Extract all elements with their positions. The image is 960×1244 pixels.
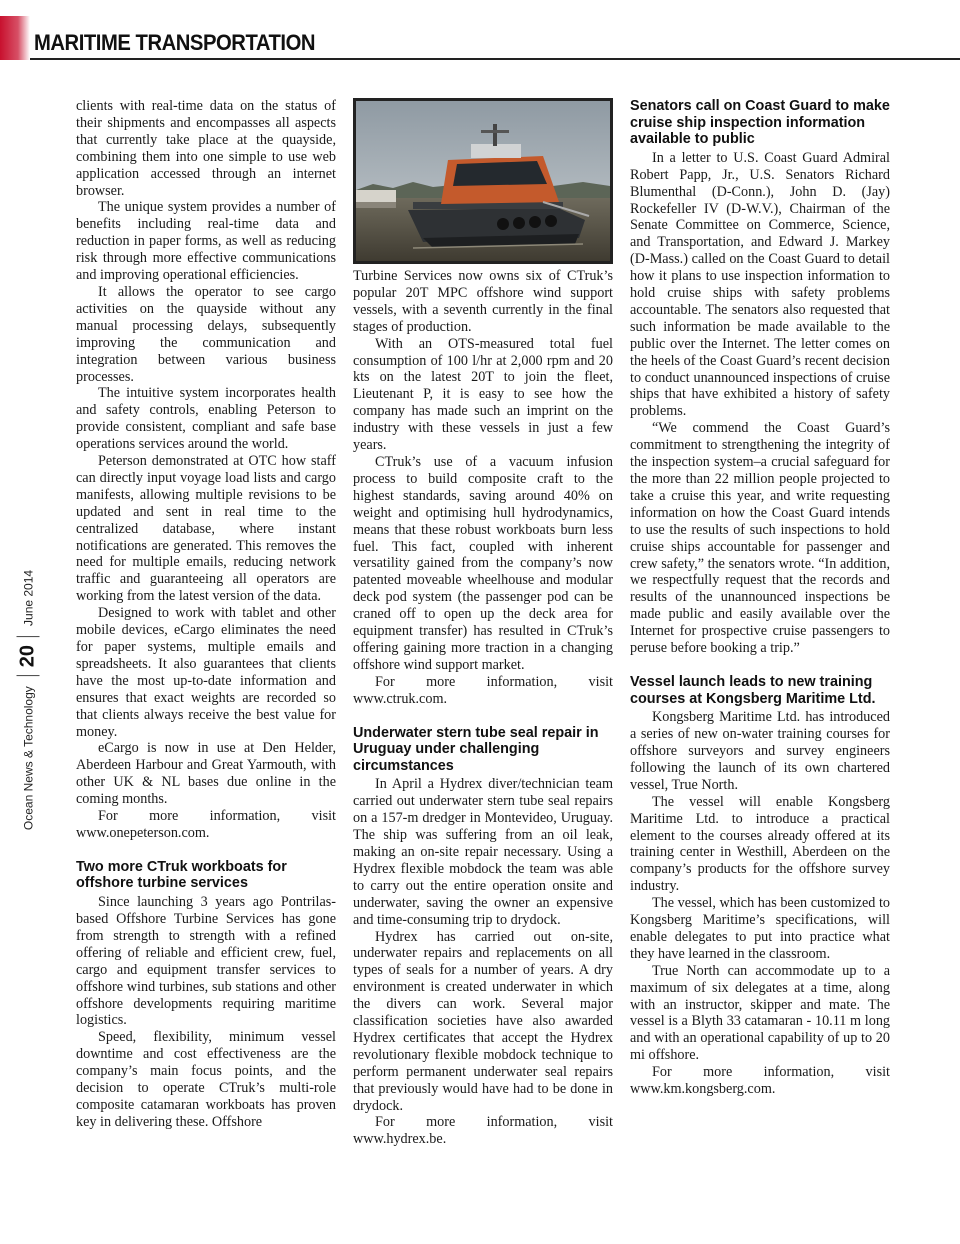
body-paragraph: The unique system provides a number of benefits including real-time data and reduction in paper forms, as well as reducing risk through more effective communications and improving operational efficiencies.: [76, 199, 336, 284]
article-headline-hydrex: Underwater stern tube seal repair in Uruguay under challenging circumstances: [353, 724, 599, 774]
body-paragraph: “We commend the Coast Guard’s commitment to strengthening the integrity of the inspection system–a crucial safeguard for the more than 22 million people projected to take a cruise this year, and write requesting information on how the Coast Guard intends to use the results of such inspections to hold cruise ships accountable for passenger and crew safety,” the senators wrote. “In addition, we respectfully request that the records and results of the unannounced inspections be made public and easily available over the Internet for prospective cruise passengers to peruse before booking a trip.”: [630, 420, 890, 657]
body-paragraph: In April a Hydrex diver/technician team carried out underwater stern tube seal repairs on a 157-m dredger in Montevideo, Uruguay. The ship was suffering from an oil leak, making an on-site repair necessary. Using a Hydrex flexible mobdock the team was able to carry out the entire operation onsite and underwater, saving the owner an expensive and time-consuming trip to drydock.: [353, 776, 613, 928]
more-info-line: For more information, visit www.km.kongsberg.com.: [630, 1064, 890, 1098]
body-paragraph: Peterson demonstrated at OTC how staff can directly input voyage load lists and cargo manifests, allowing multiple revisions to be updated and sent in real time to the centralized database, where instant notifications are generated. This removes the need for multiple emails, reducing network traffic and guaranteeing all operators are working from the latest version of the data.: [76, 453, 336, 605]
page-number: 20: [17, 636, 40, 676]
body-paragraph: eCargo is now in use at Den Helder, Aberdeen Harbour and Great Yarmouth, with other UK & NL bases due online in the coming months.: [76, 740, 336, 808]
more-info-line: For more information, visit www.onepeterson.com.: [76, 808, 336, 841]
article-headline-senators: Senators call on Coast Guard to make cruise ship inspection information available to public: [630, 98, 890, 148]
column-2: [353, 98, 613, 1148]
body-paragraph: Designed to work with tablet and other mobile devices, eCargo eliminates the need for paper systems, multiple emails and spreadsheets. It also guarantees that clients have the most up-to-date information and ensures that exact weights are recorded so that clients always receive the best value for money.: [76, 605, 336, 740]
body-paragraph: The vessel will enable Kongsberg Maritime Ltd. to introduce a practical element to the courses already offered at its training center in Westhill, Aberdeen on the company’s products for the offshore survey industry.: [630, 793, 890, 895]
workboat-photo: [353, 98, 613, 264]
more-info-line: For more information, visit www.hydrex.be.: [353, 1114, 613, 1148]
body-paragraph: clients with real-time data on the status of their shipments and encompasses all aspects that currently take place at the quayside, combining them into one simple to use web application accessed through an internet browser.: [76, 98, 336, 199]
header-accent-bar: [0, 16, 30, 60]
body-paragraph: Since launching 3 years ago Pontrilas-based Offshore Turbine Services has gone from strength to strength with a refined offering of reliable and efficient crew, fuel, cargo and equipment transfer services to offshore wind turbines, sub stations and other offshore developments requiring maritime logistics.: [76, 894, 336, 1029]
article-headline-ctruk: Two more CTruk workboats for offshore turbine services: [76, 858, 287, 892]
column-3: [630, 98, 890, 1098]
body-paragraph: The intuitive system incorporates health and safety controls, enabling Peterson to provide consistent, compliant and safe base operations services around the world.: [76, 385, 336, 453]
body-paragraph: Hydrex has carried out on-site, underwater repairs and replacements on all types of seals for a number of years. A dry environment is created underwater in which the divers can work. Several major classification societies have also awarded Hydrex certificates that accept the Hydrex revolutionary flexible mobdock technique to perform permanent underwater seal repairs that previously would have had to be done in drydock.: [353, 928, 613, 1114]
body-paragraph: The vessel, which has been customized to Kongsberg Maritime’s specifications, will enable delegates to put into practice what they have learned in the classroom.: [630, 895, 890, 962]
section-header: [0, 16, 960, 60]
article-headline-kongsberg: Vessel launch leads to new training courses at Kongsberg Maritime Ltd.: [630, 673, 876, 707]
issue-date: June 2014: [21, 569, 35, 626]
body-paragraph: True North can accommodate up to a maximum of six delegates at a time, along with an instructor, skipper and mate. The vessel is a Blyth 33 catamaran - 10.11 m long and with an operational capability of up to 20 mi offshore.: [630, 962, 890, 1064]
body-paragraph: With an OTS-measured total fuel consumption of 100 l/hr at 2,000 rpm and 20 kts on the latest 20T to join the fleet, Lieutenant P, it is easy to see how the company has made such an imprint on the industry with these vessels in just a few years.: [353, 335, 613, 454]
section-title: MARITIME TRANSPORTATION: [34, 30, 316, 55]
body-paragraph: Kongsberg Maritime Ltd. has introduced a series of new on-water training courses for offshore surveyors and survey engineers following the launch of its own chartered vessel, True North.: [630, 709, 890, 793]
body-paragraph: It allows the operator to see cargo activities on the quayside without any manual processing delays, subsequently improving the communication and integration between various business processes.: [76, 283, 336, 385]
page-folio: [12, 530, 44, 870]
publication-name: Ocean News & Technology: [21, 686, 35, 831]
column-1: [76, 98, 336, 1131]
body-paragraph: CTruk’s use of a vacuum infusion process to build composite craft to the highest standards, saving around 40% on weight and optimising hull hydrodynamics, means that these robust workboats burn less fuel. This fact, coupled with inherent versatility gained from the company’s now patented moveable wheelhouse and modular deck pod system (the passenger pod can be craned off to open up the deck area for equipment transfer) has resulted in CTruk’s offering gaining more traction in a changing offshore wind support market.: [353, 453, 613, 673]
body-paragraph: Turbine Services now owns six of CTruk’s popular 20T MPC offshore wind support vessels, with a seventh currently in the final stages of production.: [353, 268, 613, 335]
header-rule: [30, 58, 960, 60]
catamaran-image: [353, 98, 613, 264]
body-paragraph: Speed, flexibility, minimum vessel downtime and cost effectiveness are the company’s main focus points, and the decision to operate CTruk’s multi-role composite catamaran workboats has proven key in delivering these. Offshore: [76, 1029, 336, 1130]
more-info-line: For more information, visit www.ctruk.com.: [353, 673, 613, 707]
body-paragraph: In a letter to U.S. Coast Guard Admiral Robert Papp, Jr., U.S. Senators Richard Blumenthal (D-Conn.), John D. (Jay) Rockefeller IV (D-W.V.), Chairman of the Senate Committee on Commerce, Science, and Transportation, and Edward J. Markey (D-Mass.) called on the Coast Guard to detail how it plans to use inspection information to hold cruise ships with safety problems accountable. The senators also requested that such information be made available to the public over the Internet. The letter comes on the heels of the Coast Guard’s recent decision to conduct unannounced inspections of cruise ships that have exhibited a history of safety problems.: [630, 149, 890, 420]
